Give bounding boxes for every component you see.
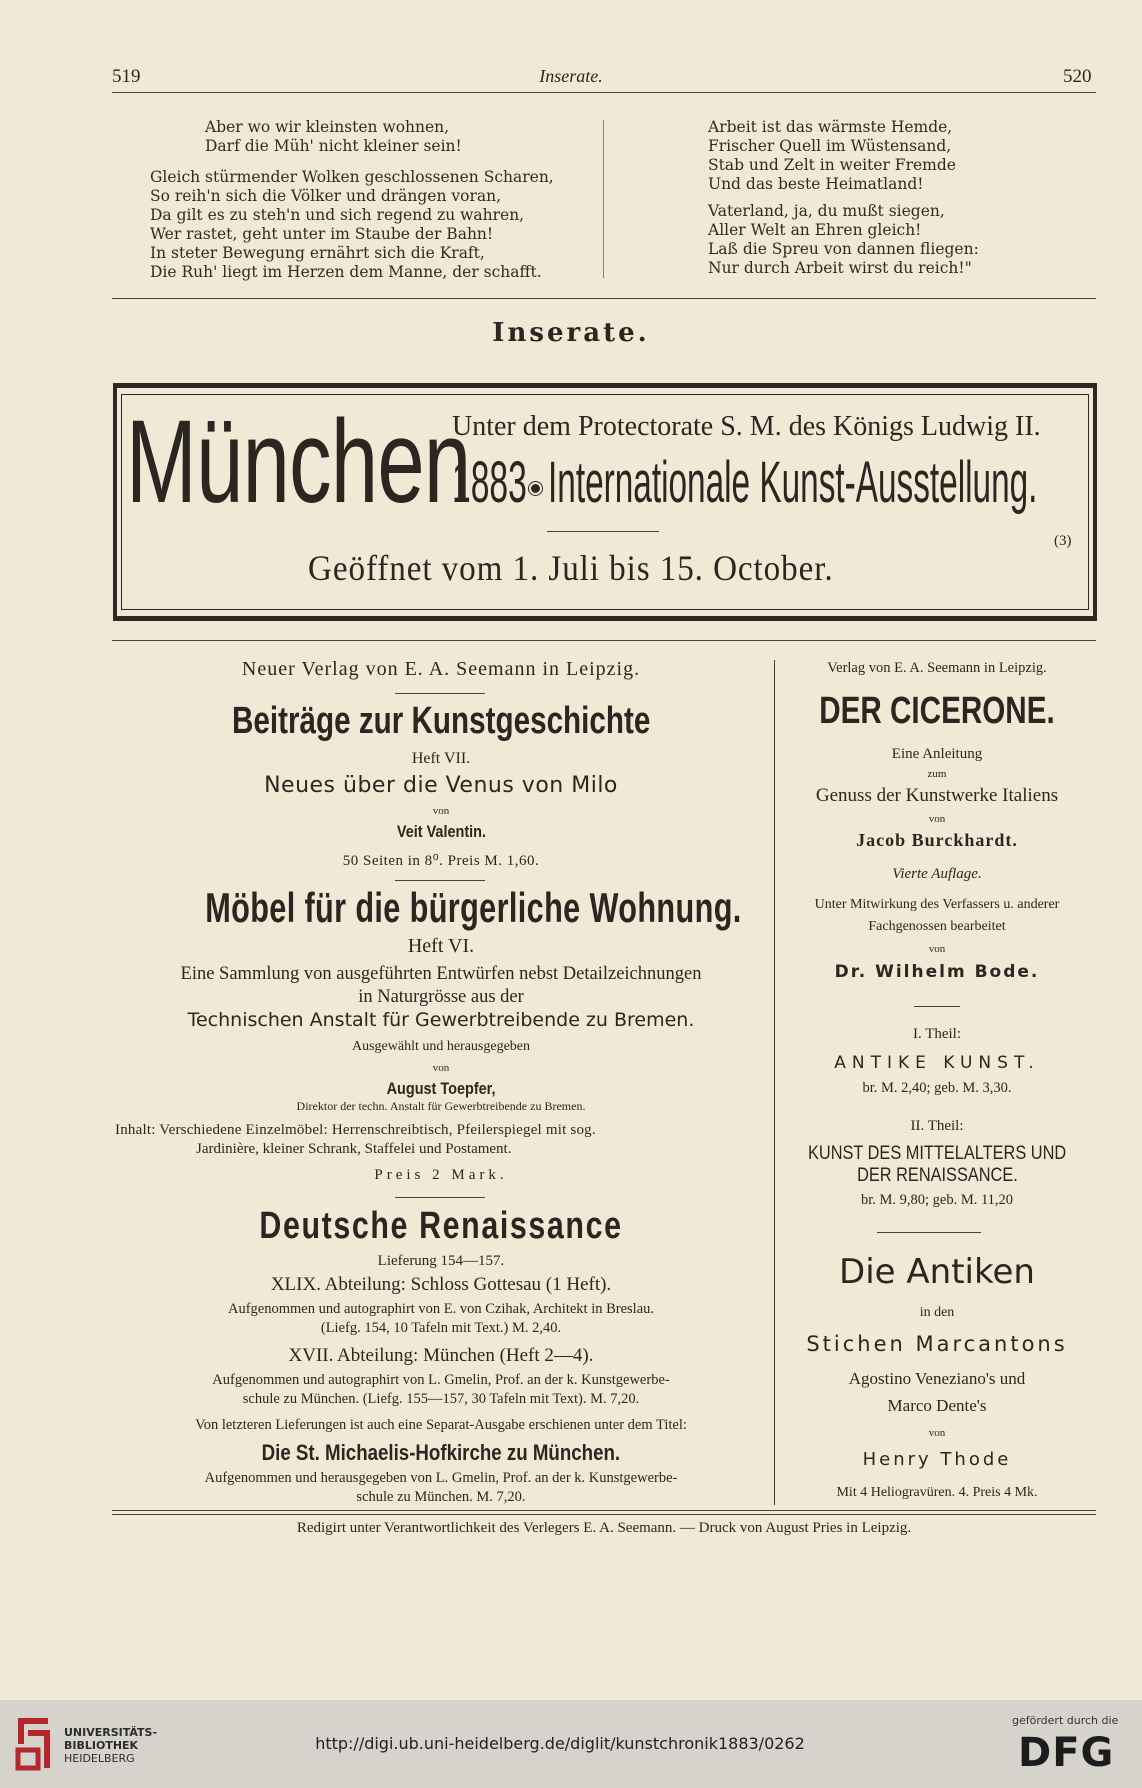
b2-title-box: [106, 884, 776, 936]
poem-line: Nur durch Arbeit wirst du reich!": [708, 259, 972, 277]
antiken-price: Mit 4 Heliogravüren. 4. Preis 4 Mk.: [836, 1485, 1038, 1500]
b1-title: Beiträge zur Kunstgeschichte: [231, 700, 651, 742]
b2-price: Preis 2 Mark.: [374, 1167, 508, 1183]
cicerone-von2: von: [928, 943, 946, 955]
b1-title-box: [112, 700, 770, 746]
b3-a2-title: XVII. Abteilung: München (Heft 2—4).: [288, 1345, 594, 1366]
b2-desc-1: Eine Sammlung von ausgeführten Entwürfen nebst Detailzeichnungen: [180, 964, 702, 984]
page-number-right: 520: [1063, 66, 1092, 87]
munich-protectorate: Unter dem Protectorate S. M. des Königs Ludwig II.: [452, 411, 1041, 442]
right-publisher: Verlag von E. A. Seemann in Leipzig.: [827, 660, 1047, 676]
running-title: Inserate.: [539, 66, 603, 86]
b2-author: August Toepfer,: [386, 1079, 496, 1098]
cicerone-part2-name-box: [776, 1143, 1098, 1165]
b2-author-title: Direktor der techn. Anstalt für Gewerbtreibende zu Bremen.: [296, 1099, 586, 1113]
bottom-rule: [112, 1510, 1096, 1511]
b2-edited: Ausgewählt und herausgegeben: [351, 1039, 531, 1054]
b1-price: 50 Seiten in 8⁰. Preis M. 1,60.: [342, 853, 540, 869]
b3-separate-title-box: [112, 1440, 770, 1466]
cicerone-part2-name-box-2: [776, 1165, 1098, 1187]
poem-line: Frischer Quell im Wüstensand,: [708, 137, 952, 155]
b3-lief: Lieferung 154—157.: [377, 1253, 505, 1269]
b3-separate-line1: Aufgenommen und herausgegeben von L. Gmelin, Prof. an der k. Kunstgewerbe-: [204, 1470, 678, 1486]
antiken-line2: Marco Dente's: [887, 1396, 987, 1415]
poem-line: Gleich stürmender Wolken geschlossenen Scharen,: [150, 168, 554, 186]
antiken-inden: in den: [919, 1305, 955, 1320]
section-heading: Inserate.: [492, 318, 650, 348]
poem-right-stanza-2: [708, 202, 979, 278]
antiken-author: Henry Thode: [862, 1449, 1012, 1470]
b1-author-box: [112, 822, 770, 842]
b3-title-box: [112, 1205, 770, 1253]
poem-line: Die Ruh' liegt im Herzen dem Manne, der schafft.: [150, 263, 542, 281]
cicerone-edition: Vierte Auflage.: [892, 866, 982, 882]
munich-ad-divider: [547, 531, 659, 532]
permalink-url[interactable]: http://digi.ub.uni-heidelberg.de/diglit/kunstchronik1883/0262: [315, 1734, 805, 1753]
digitization-footer: [0, 1700, 1142, 1788]
munich-note: (3): [1054, 533, 1072, 549]
b1-heft: Heft VII.: [411, 750, 471, 767]
ad-separator-rule: [112, 640, 1096, 641]
left-divider: [395, 693, 485, 694]
b2-title: Möbel für die bürgerliche Wohnung.: [205, 884, 742, 931]
poem-line: Wer rastet, geht unter im Staube der Bahn!: [150, 225, 494, 243]
b1-author: Veit Valentin.: [396, 822, 486, 841]
cicerone-part2-price: br. M. 9,80; geb. M. 11,20: [860, 1192, 1014, 1208]
poem-line: Arbeit ist das wärmste Hemde,: [708, 118, 953, 136]
library-name: [64, 1726, 157, 1765]
cicerone-sub3: Genuss der Kunstwerke Italiens: [815, 785, 1059, 806]
funded-by: gefördert durch die: [1012, 1714, 1119, 1727]
poem-line: Aller Welt an Ehren gleich!: [708, 221, 922, 239]
cicerone-von: von: [928, 813, 946, 825]
poem-line: Stab und Zelt in weiter Fremde: [708, 156, 956, 174]
left-divider: [395, 880, 485, 881]
cicerone-editor: Dr. Wilhelm Bode.: [834, 962, 1040, 982]
right-divider: [877, 1232, 981, 1233]
b3-a2-line1: Aufgenommen und autographirt von L. Gmelin, Prof. an der k. Kunstgewerbe-: [212, 1372, 670, 1388]
b2-author-box: [112, 1079, 770, 1099]
antiken-title-box: [776, 1252, 1098, 1292]
b3-separate-title: Die St. Michaelis-Hofkirche zu München.: [261, 1440, 621, 1465]
b3-a1-line2: (Liefg. 154, 10 Tafeln mit Text.) M. 2,40.: [320, 1320, 562, 1336]
b2-desc-2: in Naturgrösse aus der: [358, 987, 524, 1007]
cicerone-sub1: Eine Anleitung: [891, 746, 983, 762]
poem-line: Da gilt es zu steh'n und sich regend zu wahren,: [150, 206, 525, 224]
cicerone-part2-name2: DER RENAISSANCE.: [856, 1165, 1018, 1186]
cicerone-part1: I. Theil:: [912, 1026, 962, 1042]
cicerone-collab2: Fachgenossen bearbeitet: [868, 919, 1006, 934]
cicerone-part2-name1: KUNST DES MITTELALTERS UND: [807, 1143, 1067, 1164]
dfg-logo: DFG: [1018, 1730, 1115, 1776]
b1-subtitle: Neues über die Venus von Milo: [264, 773, 618, 798]
poem-end-rule: [112, 298, 1096, 299]
munich-dates: Geöffnet vom 1. Juli bis 15. October.: [308, 548, 834, 588]
munich-city-block: [126, 396, 471, 538]
antiken-line1: Agostino Veneziano's und: [848, 1369, 1026, 1388]
munich-exhibition: Internationale Kunst-Ausstellung.: [548, 450, 1038, 515]
cicerone-title: DER CICERONE.: [819, 690, 1055, 732]
b2-contents-2: Jardinière, kleiner Schrank, Staffelei und Postament.: [196, 1141, 512, 1157]
b3-separate-line2: schule zu München. M. 7,20.: [356, 1489, 526, 1505]
b2-contents-1: Inhalt: Verschiedene Einzelmöbel: Herrenschreibtisch, Pfeilerspiegel mit sog.: [115, 1122, 596, 1138]
right-divider: [914, 1006, 960, 1007]
cicerone-sub2: zum: [927, 768, 947, 780]
b3-a2-line2: schule zu München. (Liefg. 155—157, 30 Tafeln mit Text). M. 7,20.: [242, 1391, 640, 1407]
cicerone-collab1: Unter Mitwirkung des Verfassers u. anderer: [814, 897, 1060, 912]
b2-heft: Heft VI.: [407, 935, 475, 957]
antiken-von: von: [928, 1427, 946, 1439]
university-logo: [14, 1714, 54, 1772]
poem-column-divider: [603, 120, 604, 278]
b3-separate-note: Von letzteren Lieferungen ist auch eine Separat-Ausgabe erschienen unter dem Titel:: [195, 1417, 687, 1433]
cicerone-part1-price: br. M. 2,40; geb. M. 3,30.: [862, 1080, 1012, 1096]
page-number-left: 519: [112, 66, 141, 87]
munich-year: 1883: [452, 450, 527, 515]
cicerone-author-box: [776, 830, 1098, 851]
poem-line: Vaterland, ja, du mußt siegen,: [708, 202, 945, 220]
antiken-subtitle: Stichen Marcantons: [806, 1332, 1068, 1356]
b3-a1-line1: Aufgenommen und autographirt von E. von Czihak, Architekt in Breslau.: [227, 1301, 655, 1317]
cicerone-part2: II. Theil:: [910, 1118, 964, 1134]
library-name-line: UNIVERSITÄTS-: [64, 1726, 158, 1739]
column-divider: [774, 660, 775, 1505]
header-rule: [112, 92, 1096, 93]
imprint: Redigirt unter Verantwortlichkeit des Verlegers E. A. Seemann. — Druck von August Pries in Leipzig.: [296, 1520, 912, 1536]
poem-left-stanza-2: [150, 168, 554, 282]
poem-line: Aber wo wir kleinsten wohnen,: [205, 118, 450, 136]
university-seal-icon: [14, 1714, 54, 1772]
poem-line: Darf die Müh' nicht kleiner sein!: [205, 137, 462, 155]
b3-a1-title: XLIX. Abteilung: Schloss Gottesau (1 Heft).: [270, 1274, 612, 1295]
b2-desc-3: Technischen Anstalt für Gewerbtreibende zu Bremen.: [187, 1009, 695, 1031]
poem-line: Laß die Spreu von dannen fliegen:: [708, 240, 979, 258]
poem-line: In steter Bewegung ernährt sich die Kraft,: [150, 244, 485, 262]
munich-city: München: [126, 396, 471, 528]
poem-right-stanza-1: [708, 118, 956, 194]
poem-line: So reih'n sich die Völker und drängen voran,: [150, 187, 502, 205]
left-divider: [395, 1197, 485, 1198]
bullet-dot-icon: [529, 482, 542, 495]
library-name-line: HEIDELBERG: [64, 1752, 135, 1765]
b1-von: von: [432, 805, 450, 817]
b3-title: Deutsche Renaissance: [259, 1205, 623, 1247]
cicerone-author: Jacob Burckhardt.: [856, 830, 1018, 850]
cicerone-part1-name: ANTIKE KUNST.: [834, 1053, 1040, 1073]
poem-left-stanza-1: [205, 118, 462, 156]
poem-line: Und das beste Heimatland!: [708, 175, 924, 193]
left-publisher: Neuer Verlag von E. A. Seemann in Leipzig.: [241, 658, 641, 680]
cicerone-title-box: [776, 690, 1098, 734]
bottom-rule-2: [112, 1514, 1096, 1515]
antiken-title: Die Antiken: [839, 1252, 1035, 1292]
b2-von: von: [432, 1062, 450, 1074]
library-name-line: BIBLIOTHEK: [64, 1739, 139, 1752]
